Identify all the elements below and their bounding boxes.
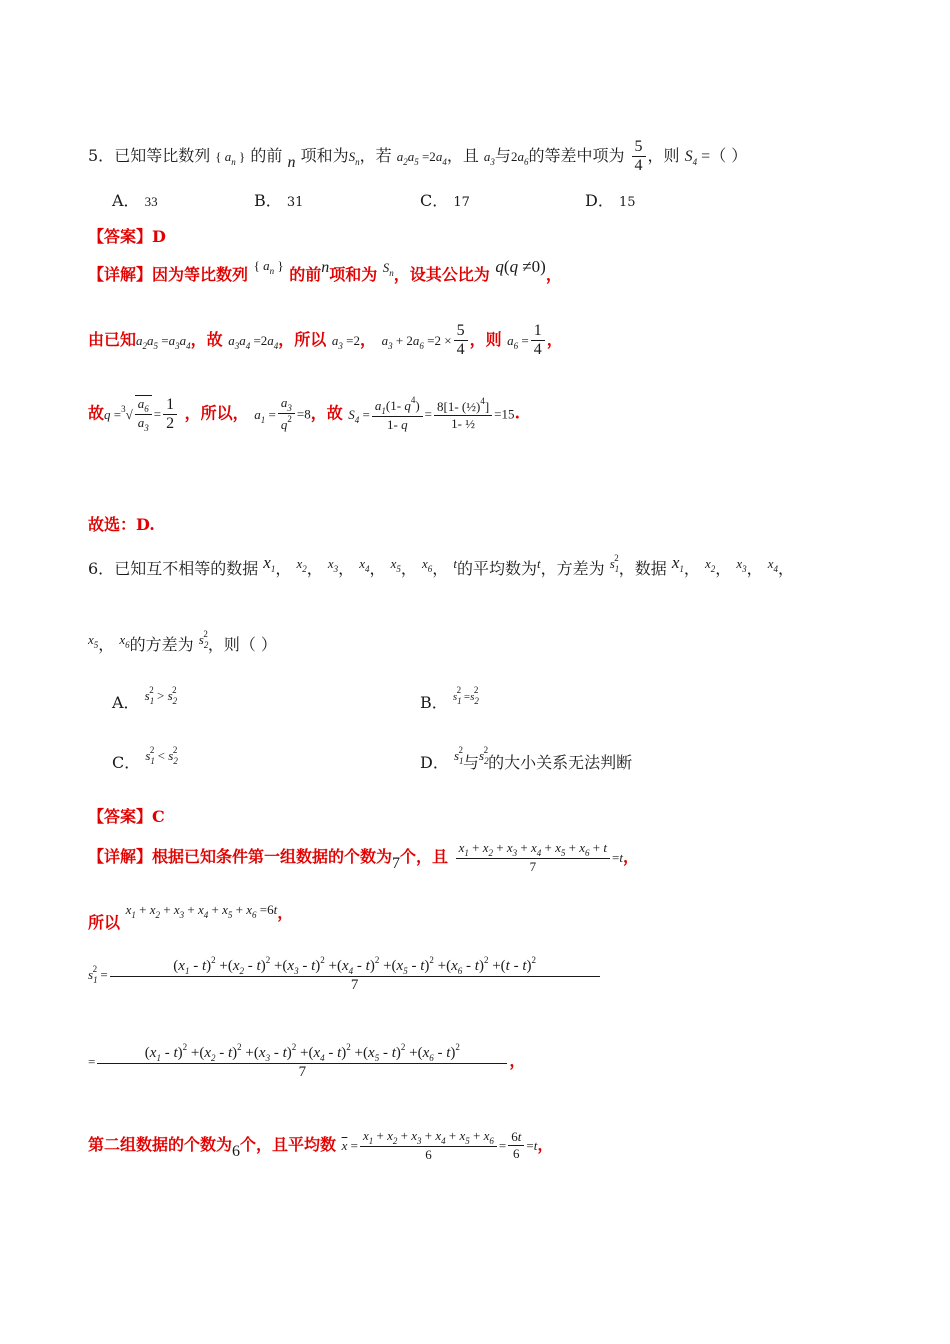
q5-option-b[interactable]: B． 31 (254, 191, 304, 210)
q6-variance-2: = $(x_1 - t)^2 +(x_2 - t)^2 +(x_3 - t)^2 +(x_4 - t)^2 +(x_5 - t)^2 +(x_6 - t)^2$ 7 ， (88, 1042, 526, 1080)
q5-detail-line3: 故q =$^3$√ $\frac{a_6}{a_3}$ = $\frac{1}{2}$ ，所以， $a_1$ = $\frac{a_3}{q^2}$ =8，故 $S_4$ = $\frac{a_1(1- q^4)}{1- q}$ = $\frac{8[1- (\frac{1}{2})^4]}{\text{1- ½}}$ =15. (88, 395, 521, 433)
q6-detail-line1: 【详解】根据已知条件第一组数据的个数为7个，且 $\frac{x_1 + x_2 + x_3 + x_4 + x_5 + x_6 + t}{7}$ =t， (88, 840, 639, 874)
q6-detail-line5: 第二组数据的个数为6个，且平均数 $\overline{x}$ = $\frac{x_1 + x_2 + x_3 + x_4 + x_5 + x_6}{6}$ = $\frac{6t}{6}$ =t， (88, 1128, 554, 1162)
q5-detail-line2: 由已知$a_2a_5 =a_3a_4$，故 $a_3a_4 =2a_4$，所以 $a_3 =2$， $a_3 + 2a_6 =2$ × $\frac{5}{4}$ ，则 $a_6$ = $\frac{1}{4}$ ， (88, 322, 563, 358)
q6-option-c[interactable]: C． $^{s_1^2 < s_2^2}$ (112, 745, 178, 772)
q5-option-a[interactable]: A． 33 (112, 191, 158, 210)
q5-conclusion: 故选：D. (88, 515, 155, 534)
q5-option-c[interactable]: C． 17 (420, 191, 470, 210)
q6-option-d[interactable]: D． $^{s_1^2}$与$^{s_2^2}$的大小关系无法判断 (420, 745, 633, 772)
q6-stem-line2: $^{x_5}$， $^{x_6}$的方差为 $^{s_2^2}$，则（ ） (88, 629, 277, 654)
q5-answer: 【答案】D (88, 227, 166, 246)
q5-option-d[interactable]: D． 15 (585, 191, 636, 210)
q6-option-b[interactable]: B． $^{s_1^2 =s_2^2}$ (420, 685, 479, 712)
q6-stem-line1: 6．已知互不相等的数据 $x_1$， $^{x_2}$， $^{x_3}$， $^{x_4}$， $^{x_5}$， $^{x_6}$， $^t$的平均数为$^t$，方差为 $^{s_1^2}$，数据 $x_1$， $^{x_2}$， $^{x_3}$， $^{x_4}$， (88, 553, 795, 578)
q6-variance-1: $s_1^2$ = $(x_1 - t)^2 +(x_2 - t)^2 +(x_3 - t)^2 +(x_4 - t)^2 +(x_5 - t)^2 +(x_6 - t)^2 +(t - t)^2$ 7 (88, 955, 602, 994)
q6-option-a[interactable]: A． $^{s_1^2 > s_2^2}$ (112, 685, 178, 712)
math-an-set: { $a_n$ } (215, 149, 246, 167)
q5-detail-line1: 【详解】因为等比数列 $^{\{ a_n \}}$ 的前n项和为 $^{S_n}$，设其公比为 q(q ≠0)， (88, 257, 562, 284)
q6-detail-line2: 所以 $^{x_1 + x_2 + x_3 + x_4 + x_5 + x_6 =6t}$， (88, 902, 294, 932)
q5-stem: 5．已知等比数列 { $a_n$ } 的前 n 项和为$S_n$，若 $a_2a_5 =2a_4$，且 $a_3$与$2a_6$的等差中项为 $\frac{5}{4}$ ，则 $S_4$ =（ ） (88, 138, 748, 174)
q6-answer: 【答案】C (88, 807, 165, 826)
